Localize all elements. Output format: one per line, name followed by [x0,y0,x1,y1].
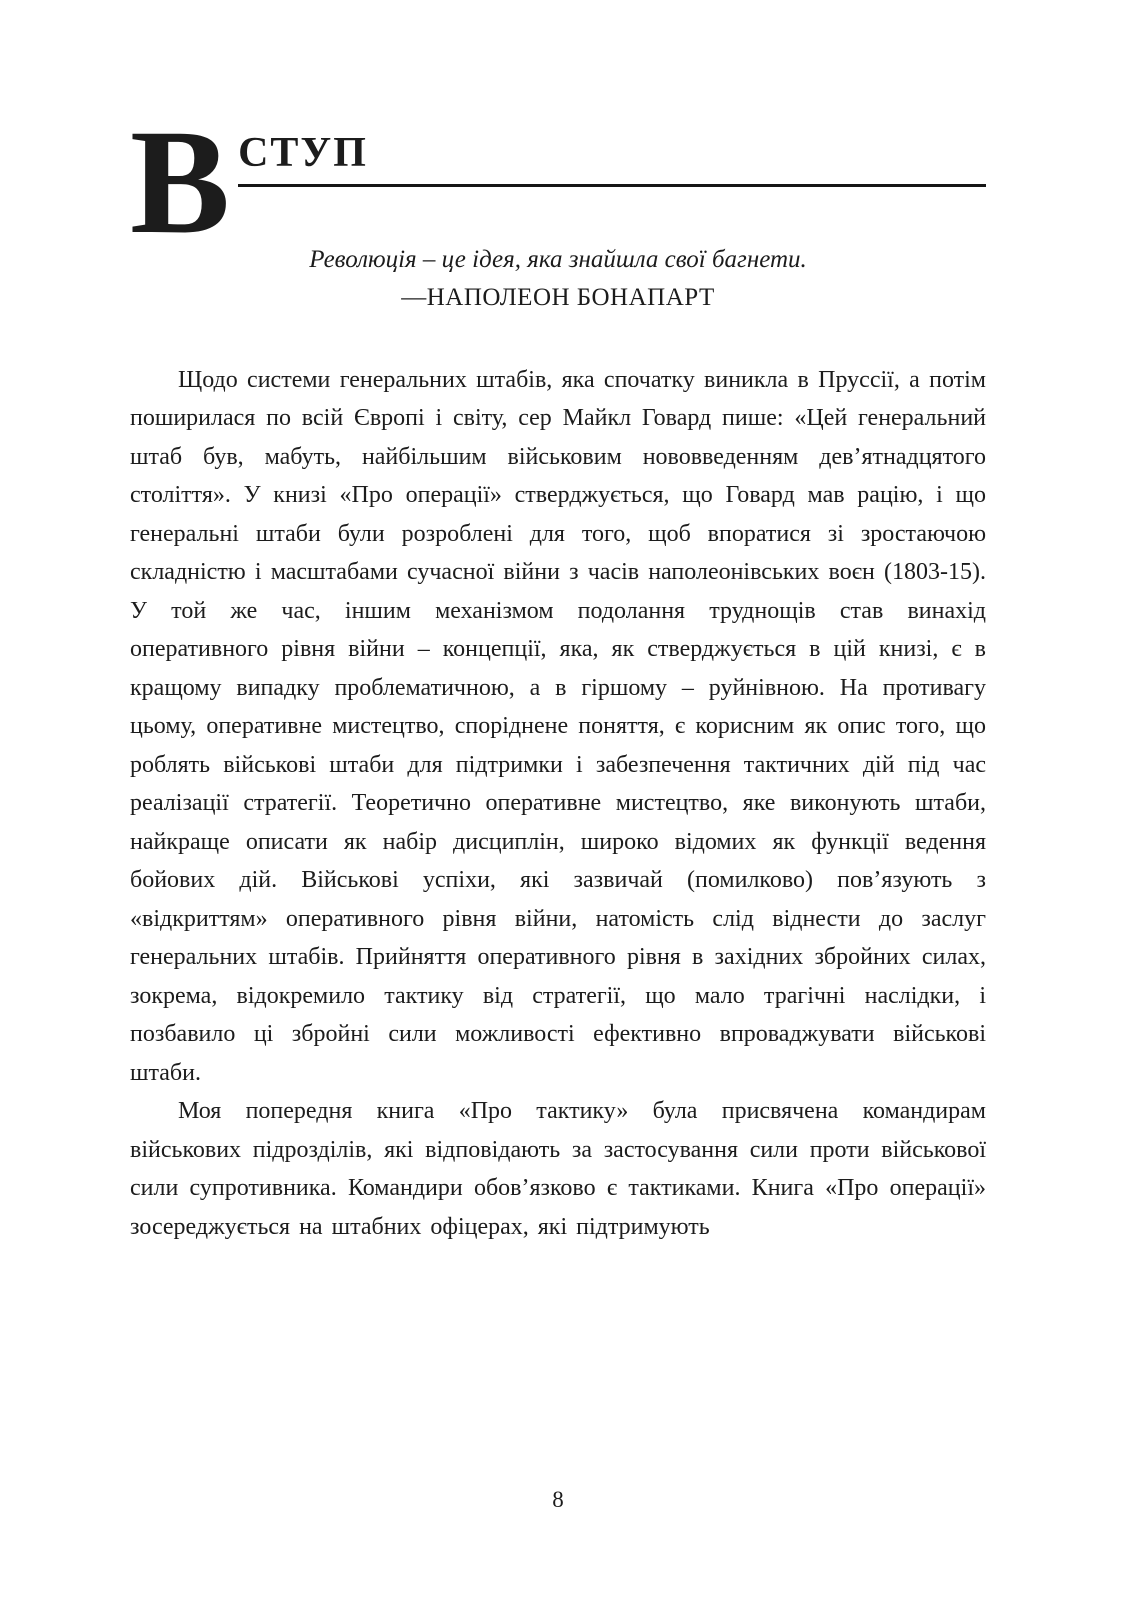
epigraph-quote: Революція – це ідея, яка знайшла свої багнети. [309,246,807,273]
page-number: 8 [552,1487,564,1512]
heading-rule-block [238,128,986,187]
body-text [130,361,986,1247]
epigraph [130,242,986,317]
paragraph: Щодо системи генеральних штабів, яка спочатку виникла в Пруссії, а потім поширилася по всій Європі і світу, сер Майкл Говард пише: «Цей генеральний штаб був, мабуть, найбільшим військовим нововведенням дев’ятнадцятого століття». У книзі «Про операції» стверджується, що Говард мав рацію, і що генеральні штаби були розроблені для того, щоб впоратися зі зростаючою складністю і масштабами сучасної війни з часів наполеонівських воєн (1803-15). У той же час, іншим механізмом подолання труднощів став винахід оперативного рівня війни – концепції, яка, як стверджується в цій книзі, є в кращому випадку проблематичною, а в гіршому – руйнівною. На противагу цьому, оперативне мистецтво, споріднене поняття, є корисним як опис того, що роблять військові штаби для підтримки і забезпечення тактичних дій під час реалізації стратегії. Теоретично оперативне мистецтво, яке виконують штаби, найкраще описати як набір дисциплін, широко відомих як функції ведення бойових дій. Військові успіхи, які зазвичай (помилково) пов’язують з «відкриттям» оперативного рівня війни, натомість слід віднести до заслуг генеральних штабів. Прийняття оперативного рівня в західних збройних силах, зокрема, відокремило тактику від стратегії, що мало трагічні наслідки, і позбавило ці збройні сили можливості ефективно впроваджувати військові штаби. [130,366,986,1086]
chapter-title-text: СТУП [238,132,986,187]
page-content [130,0,986,1246]
paragraph: Моя попередня книга «Про тактику» була присвячена командирам військових підрозділів, які відповідають за застосування сили проти військової сили супротивника. Командири обов’язково є тактиками. Книга «Про операції» зосереджується на штабних офіцерах, які підтримують [130,1098,986,1240]
dropcap-letter: В [130,99,229,265]
epigraph-attribution: —НАПОЛЕОН БОНАПАРТ [401,284,715,312]
